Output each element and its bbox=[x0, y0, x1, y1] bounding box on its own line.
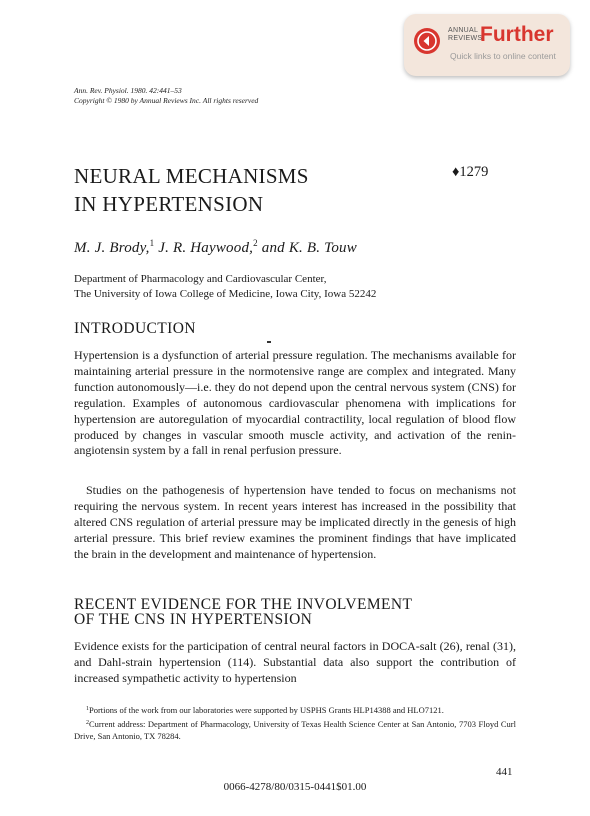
author-2-footnote-marker: 2 bbox=[253, 238, 258, 248]
article-number: ♦1279 bbox=[452, 164, 489, 180]
badge-annual-reviews-label bbox=[448, 27, 482, 43]
affiliation-line-1: Department of Pharmacology and Cardiovascular Center, bbox=[74, 273, 327, 285]
footnotes bbox=[74, 703, 516, 743]
author-2: J. R. Haywood, bbox=[158, 240, 254, 256]
citation-line-1: Ann. Rev. Physiol. 1980. 42:441–53 bbox=[74, 86, 182, 95]
title-line-1: NEURAL MECHANISMS bbox=[74, 164, 309, 188]
recent-evidence-heading-line-1: RECENT EVIDENCE FOR THE INVOLVEMENT bbox=[74, 596, 413, 613]
article-title bbox=[74, 162, 309, 218]
affiliation-line-2: The University of Iowa College of Medicine, Iowa City, Iowa 52242 bbox=[74, 288, 377, 300]
badge-further-label: Further bbox=[480, 23, 554, 46]
author-affiliation bbox=[74, 272, 376, 302]
introduction-paragraph-1: Hypertension is a dysfunction of arterial pressure regulation. The mechanisms available for maintaining arterial pressure in the normotensive range are complex and integrated. Many function autonomously—i.e. they do not depend upon the central nervous system (CNS) for regulation. Examples of autonomous cardiovascular phenomena with implications for hypertension are autoregulation of myocardial contractility, local regulation of blood flow produced by changes in vascular smooth muscle activity, and activation of the renin-angiotensin system by a fall in renal perfusion pressure. bbox=[74, 348, 516, 458]
footnote-1-marker: 1 bbox=[86, 706, 89, 712]
badge-annual: ANNUAL bbox=[448, 27, 479, 34]
footnote-1 bbox=[74, 703, 516, 717]
author-1: M. J. Brody, bbox=[74, 240, 150, 256]
author-1-footnote-marker: 1 bbox=[149, 238, 155, 248]
price-code: 0066-4278/80/0315-0441$01.00 bbox=[223, 781, 367, 793]
recent-evidence-heading-line-2: OF THE CNS IN HYPERTENSION bbox=[74, 611, 313, 628]
author-3: and K. B. Touw bbox=[261, 240, 357, 256]
footnote-1-text: Portions of the work from our laboratories were supported by USPHS Grants HLP14388 and HLO7121. bbox=[89, 705, 444, 715]
recent-evidence-paragraph-1: Evidence exists for the participation of central neural factors in DOCA-salt (26), renal (31), and Dahl-strain hypertension (114). Substantial data also support the contribution of increased sympathetic activity to hypertension bbox=[74, 639, 516, 685]
title-line-2: IN HYPERTENSION bbox=[74, 192, 264, 216]
badge-subtitle[interactable]: Quick links to online content bbox=[450, 51, 556, 61]
page-number: 441 bbox=[496, 766, 513, 778]
author-list bbox=[74, 238, 357, 257]
recent-evidence-heading bbox=[74, 597, 412, 627]
footnote-2-marker: 2 bbox=[86, 719, 89, 726]
annual-reviews-further-badge[interactable] bbox=[404, 14, 570, 76]
citation-line-2: Copyright © 1980 by Annual Reviews Inc. All rights reserved bbox=[74, 96, 259, 105]
introduction-heading: INTRODUCTION bbox=[74, 320, 196, 337]
scan-mark bbox=[267, 341, 271, 343]
introduction-paragraph-2 bbox=[74, 483, 516, 563]
footnote-2-text: Current address: Department of Pharmacology, University of Texas Health Science Center at San Antonio, 7703 Floyd Curl Drive, San Antonio, TX 78284. bbox=[74, 718, 516, 741]
badge-reviews: REVIEWS bbox=[448, 35, 483, 42]
play-arrow-icon bbox=[414, 28, 440, 54]
introduction-paragraph-2-text: Studies on the pathogenesis of hypertension have tended to focus on mechanisms not requiring the nervous system. In recent years interest has increased in the possibility that altered CNS regulation of arterial pressure may be implicated directly in the genesis of high arterial pressure. This brief review examines the prominent findings that have implicated the brain in the development and maintenance of hypertension. bbox=[74, 483, 516, 561]
footnote-2 bbox=[74, 717, 516, 743]
journal-citation bbox=[74, 86, 258, 106]
